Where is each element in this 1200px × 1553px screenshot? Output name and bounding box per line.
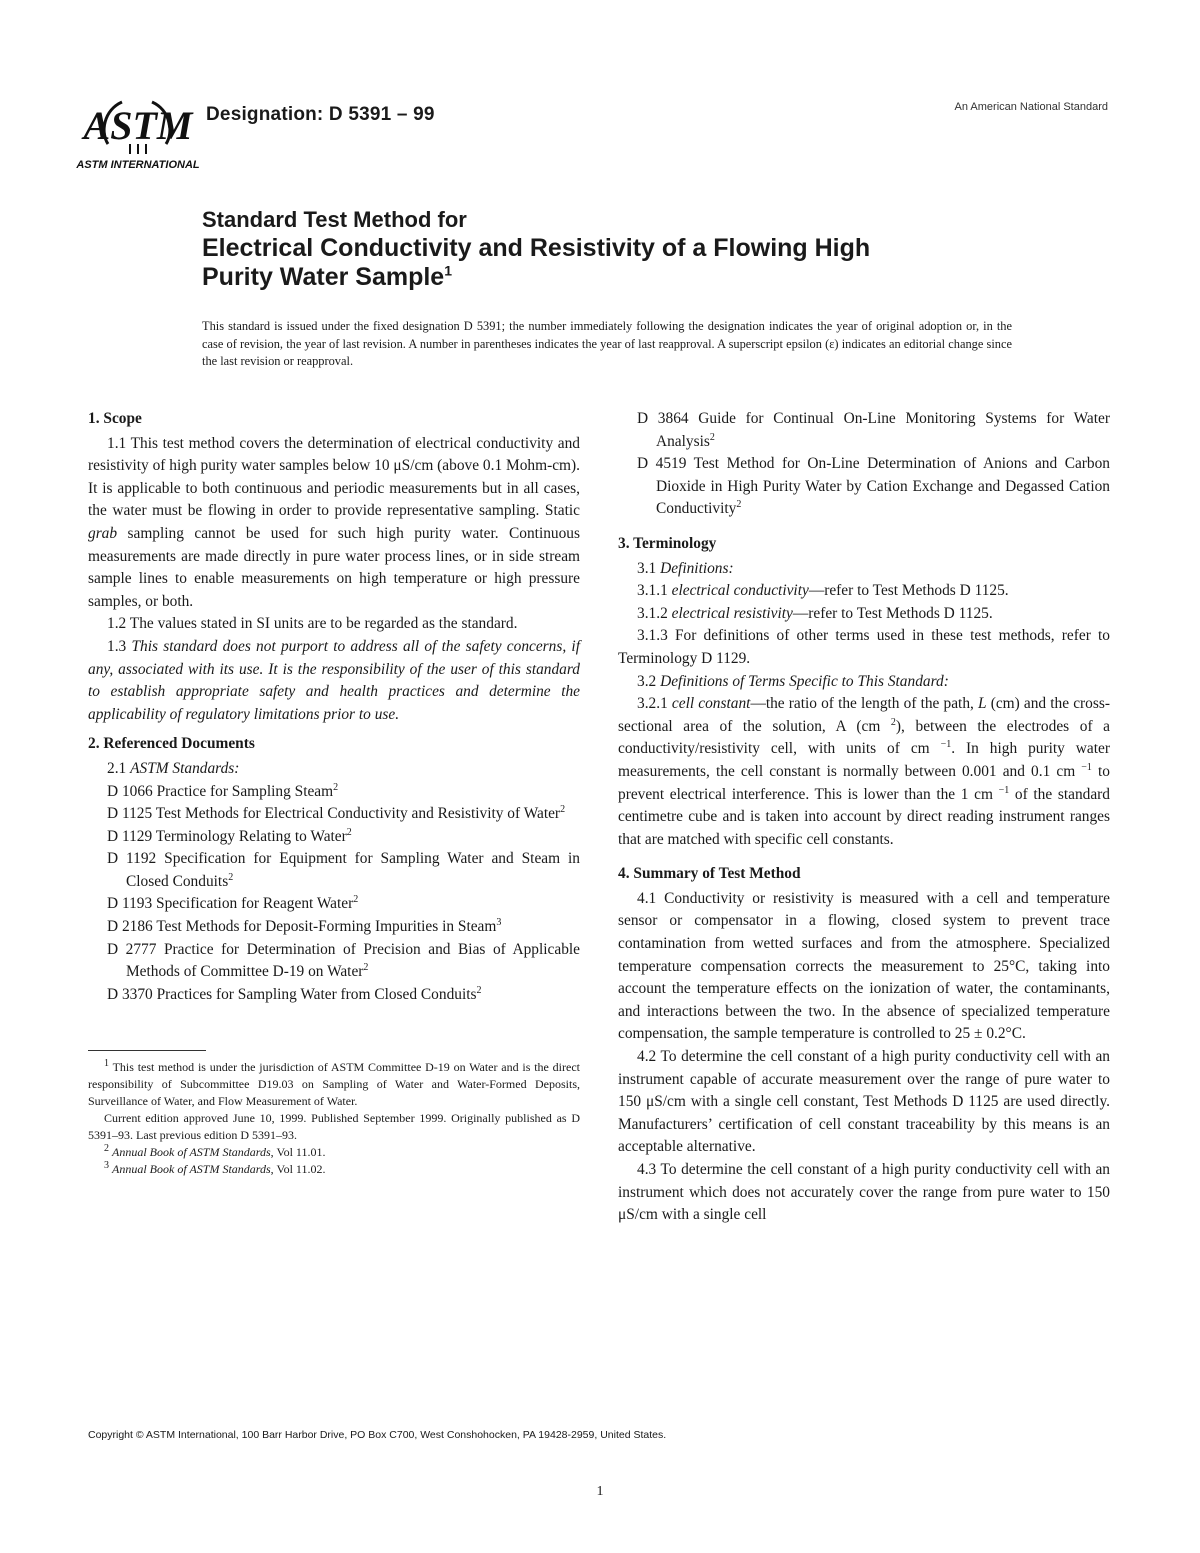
footnote-1-edition: Current edition approved June 10, 1999. Published September 1999. Originally published as D 5391–93. Last previous edition D 5391–93.: [88, 1111, 580, 1143]
para-4-2: 4.2 To determine the cell constant of a high purity conductivity cell with an instrument capable of accurate measurement over the range of pure water to 150 μS/cm with a single cell constant, Test Methods D 1125 are used directly. Manufacturers’ certification of cell constant traceability by this means is an acceptable alternative.: [618, 1048, 1110, 1156]
para-3-2: 3.2 Definitions of Terms Specific to This Standard:: [637, 672, 949, 690]
document-title: [202, 205, 1102, 292]
svg-text:ASTM: ASTM: [83, 103, 193, 148]
ref-doc: D 1125 Test Methods for Electrical Conductivity and Resistivity of Water$^2$: [107, 803, 566, 823]
title-footnote-mark: 1: [444, 262, 452, 279]
section-3-heading: 3. Terminology: [618, 534, 717, 552]
page-number: 1: [596, 1484, 604, 1499]
copyright-notice: Copyright © ASTM International, 100 Barr Harbor Drive, PO Box C700, West Conshohocken, PA 19428-2959, United States.: [88, 1429, 667, 1441]
right-column: [618, 408, 1110, 1227]
designation: Designation: D 5391 – 99: [206, 104, 435, 125]
para-4-1: 4.1 Conductivity or resistivity is measured with a cell and temperature sensor or compensator in a flowing, closed system to prevent trace contamination from wetted surfaces and from the atmosphere. Specialized temperature compensation corrects the measurement to 25°C, taking into account the temperature effects on the ionization of water, the contaminants, and interactions between the two. In the absence of specialized temperature compensation, the sample temperature is controlled to 25 ± 0.2°C.: [618, 889, 1110, 1043]
para-4-3: 4.3 To determine the cell constant of a high purity conductivity cell with an instrument which does not accurately cover the range from pure water to 150 μS/cm with a single cell: [618, 1161, 1110, 1224]
ref-doc: D 2186 Test Methods for Deposit-Forming Impurities in Steam$^3$: [107, 916, 502, 936]
footnote-2: $^2$ Annual Book of ASTM Standards, Vol 11.01.: [104, 1143, 326, 1160]
footnote-3: $^3$ Annual Book of ASTM Standards, Vol 11.02.: [104, 1160, 326, 1177]
section-2-heading: 2. Referenced Documents: [88, 735, 255, 753]
title-line-3: Purity Water Sample$^1$: [202, 262, 452, 291]
ref-doc: D 1193 Specification for Reagent Water$^2$: [107, 894, 359, 913]
ref-doc: D 3864 Guide for Continual On-Line Monitoring Systems for Water Analysis$^2$: [637, 410, 1110, 450]
section-1-heading: 1. Scope: [88, 410, 142, 427]
para-3-2-1: 3.2.1 cell constant—the ratio of the length of the path, L (cm) and the cross-sectional area of the solution, A (cm $^2$), between the electrodes of a conductivity/resistivity cell, with units of cm $^{-1}$. In high purity water measurements, the cell constant is normally between 0.001 and 0.1 cm $^{-1}$ to prevent electrical interference. This is lower than the 1 cm $^{-1}$ of the standard centimetre cube and is taken into account by direct reading instrument ranges that are matched with specific cell constants.: [618, 695, 1110, 848]
national-standard-label: An American National Standard: [954, 101, 1108, 113]
para-3-1-3: 3.1.3 For definitions of other terms used in these test methods, refer to Terminology D 1129.: [618, 627, 1110, 667]
para-3-1: 3.1 Definitions:: [637, 559, 734, 577]
logo-wordmark: ASTM INTERNATIONAL: [76, 159, 200, 171]
title-line-1: Standard Test Method for: [202, 207, 467, 232]
para-1-3: 1.3 This standard does not purport to address all of the safety concerns, if any, associated with its use. It is the responsibility of the user of this standard to establish appropriate safety and health practices and determine the applicability of regulatory limitations prior to use.: [88, 637, 580, 723]
footnote-1: $^1$ This test method is under the jurisdiction of ASTM Committee D-19 on Water and is the direct responsibility of Subcommittee D19.03 on Sampling of Water and Water-Formed Deposits, Surveillance of Water, and Flow Measurement of Water.: [88, 1058, 580, 1109]
ref-doc: D 1129 Terminology Relating to Water$^2$: [107, 826, 352, 845]
para-1-1: 1.1 This test method covers the determination of electrical conductivity and resistivity of high purity water samples below 10 μS/cm (above 0.1 Mohm-cm). It is applicable to both continuous and periodic measurements but in all cases, the water must be flowing in order to provide representative sampling. Static grab sampling cannot be used for such high purity water. Continuous measurements are made directly in pure water process lines, or in side stream sample lines to enable measurements on high temperature or high pressure samples, or both.: [88, 434, 580, 610]
left-column: [88, 408, 580, 1178]
ref-doc: D 1192 Specification for Equipment for Sampling Water and Steam in Closed Conduits$^2$: [107, 850, 580, 890]
para-2-1: 2.1 ASTM Standards:: [107, 759, 240, 777]
title-line-2: Electrical Conductivity and Resistivity of a Flowing High: [202, 234, 871, 262]
para-1-2: 1.2 The values stated in SI units are to be regarded as the standard.: [107, 615, 518, 633]
issuance-note: This standard is issued under the fixed designation D 5391; the number immediately following the designation indicates the year of original adoption or, in the case of revision, the year of last revision. A number in parentheses indicates the year of last reapproval. A superscript epsilon (ε) indicates an editorial change since the last revision or reapproval.: [202, 319, 1012, 368]
para-3-1-2: 3.1.2 electrical resistivity—refer to Test Methods D 1125.: [637, 604, 993, 622]
ref-doc: D 3370 Practices for Sampling Water from Closed Conduits$^2$: [107, 984, 482, 1003]
ref-doc: D 1066 Practice for Sampling Steam$^2$: [107, 781, 339, 800]
ref-doc: D 4519 Test Method for On-Line Determination of Anions and Carbon Dioxide in High Purity Water by Cation Exchange and Degassed Cation Conductivity$^2$: [637, 455, 1110, 518]
section-4-heading: 4. Summary of Test Method: [618, 865, 801, 883]
para-3-1-1: 3.1.1 electrical conductivity—refer to Test Methods D 1125.: [637, 582, 1009, 600]
footnote-divider: [88, 1050, 206, 1051]
ref-doc: D 2777 Practice for Determination of Precision and Bias of Applicable Methods of Committee D-19 on Water$^2$: [107, 940, 580, 981]
astm-logo: [76, 92, 200, 172]
